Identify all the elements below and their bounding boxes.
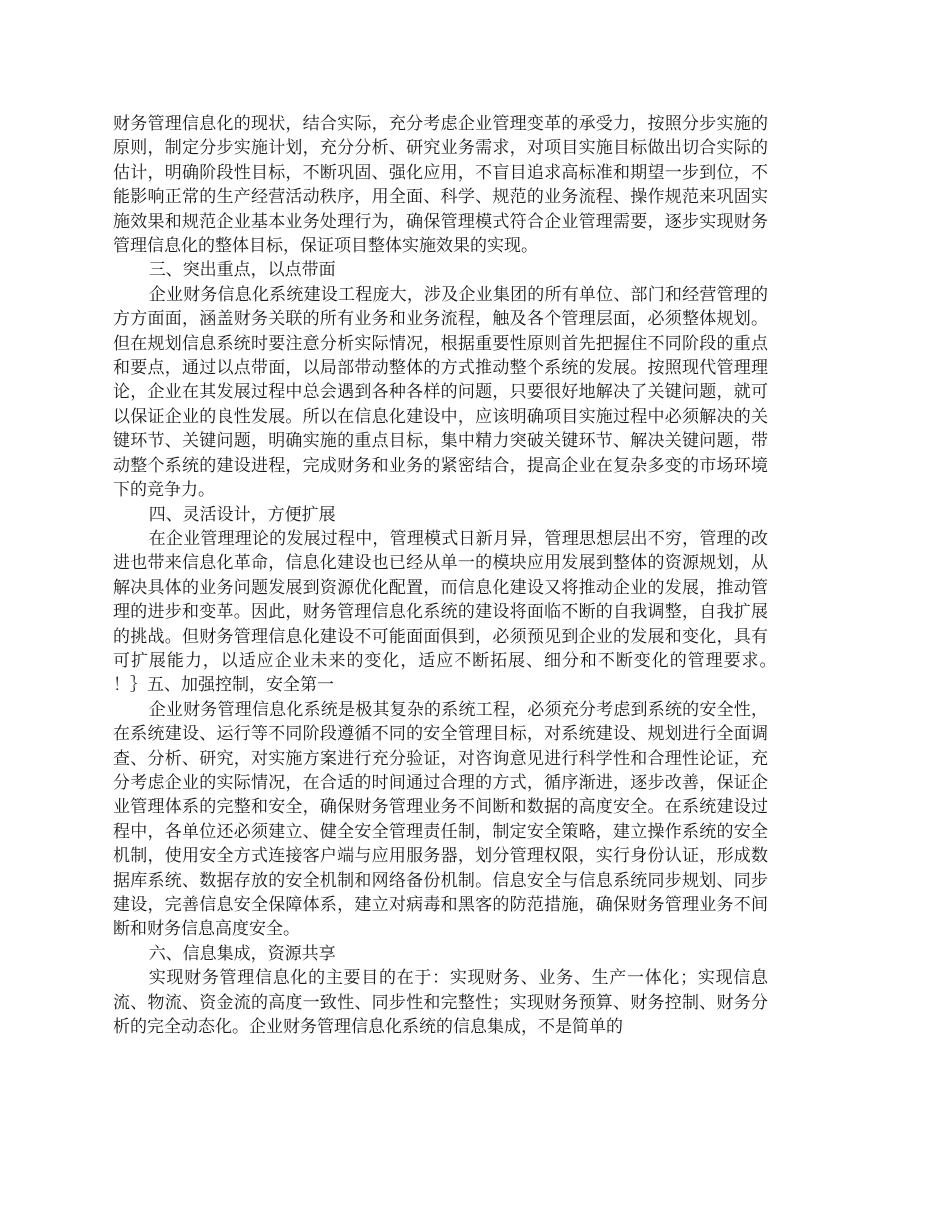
section-heading-6: 六、信息集成，资源共享 <box>148 943 336 964</box>
section-heading-4: 四、灵活设计，方便扩展 <box>148 504 336 525</box>
paragraph-section-6: 实现财务管理信息化的主要目的在于：实现财务、业务、生产一体化；实现信息流、物流、资金流的高度一致性、同步性和完整性；实现财务预算、财务控制、财务分析的完全动态化。企业财务管理信息化系统的信息集成，不是简单的 <box>113 968 768 1038</box>
paragraph-section-4: 在企业管理理论的发展过程中，管理模式日新月异，管理思想层出不穷，管理的改进也带来信息化革命，信息化建设也已经从单一的模块应用发展到整体的资源规划，从解决具体的业务问题发展到资源优化配置，而信息化建设又将推动企业的发展，推动管理的进步和变革。因此，财务管理信息化系统的建设将面临不断的自我调整，自我扩展的挑战。但财务管理信息化建设不可能面面俱到，必须预见到企业的发展和变化，具有可扩展能力，以适应企业未来的变化，适应不断拓展、细分和不断变化的管理要求。 ！｝五、加强控制，安全第一 <box>113 528 791 696</box>
document-body <box>113 112 791 1039</box>
paragraph-section-3: 企业财务信息化系统建设工程庞大，涉及企业集团的所有单位、部门和经营管理的方方面面，涵盖财务关联的所有业务和业务流程，触及各个管理层面，必须整体规划。但在规划信息系统时要注意分析实际情况，根据重要性原则首先把握住不同阶段的重点和要点，通过以点带面，以局部带动整体的方式推动整个系统的发展。按照现代管理理论，企业在其发展过程中总会遇到各种各样的问题，只要很好地解决了关键问题，就可以保证企业的良性发展。所以在信息化建设中，应该明确项目实施过程中必须解决的关键环节、关键问题，明确实施的重点目标，集中精力突破关键环节、解决关键问题，带动整个系统的建设进程，完成财务和业务的紧密结合，提高企业在复杂多变的市场环境下的竞争力。 <box>113 284 768 501</box>
section-heading-3: 三、突出重点，以点带面 <box>148 260 336 281</box>
paragraph-section-5: 企业财务管理信息化系统是极其复杂的系统工程，必须充分考虑到系统的安全性，在系统建设、运行等不同阶段遵循不同的安全管理目标，对系统建设、规划进行全面调查、分析、研究，对实施方案进行充分验证，对咨询意见进行科学性和合理性论证，充分考虑企业的实际情况，在合适的时间通过合理的方式，循序渐进，逐步改善，保证企业管理体系的完整和安全，确保财务管理业务不间断和数据的高度安全。在系统建设过程中，各单位还必须建立、健全安全管理责任制，制定安全策略，建立操作系统的安全机制，使用安全方式连接客户端与应用服务器，划分管理权限，实行身份认证，形成数据库系统、数据存放的安全机制和网络备份机制。信息安全与信息系统同步规划、同步建设，完善信息安全保障体系，建立对病毒和黑客的防范措施，确保财务管理业务不间断和财务信息高度安全。 <box>113 699 768 940</box>
paragraph-intro: 财务管理信息化的现状，结合实际，充分考虑企业管理变革的承受力，按照分步实施的原则，制定分步实施计划，充分分析、研究业务需求，对项目实施目标做出切合实际的估计，明确阶段性目标，不断巩固、强化应用，不盲目追求高标准和期望一步到位，不能影响正常的生产经营活动秩序，用全面、科学、规范的业务流程、操作规范来巩固实施效果和规范企业基本业务处理行为，确保管理模式符合企业管理需要，逐步实现财务管理信息化的整体目标，保证项目整体实施效果的实现。 <box>113 114 768 257</box>
